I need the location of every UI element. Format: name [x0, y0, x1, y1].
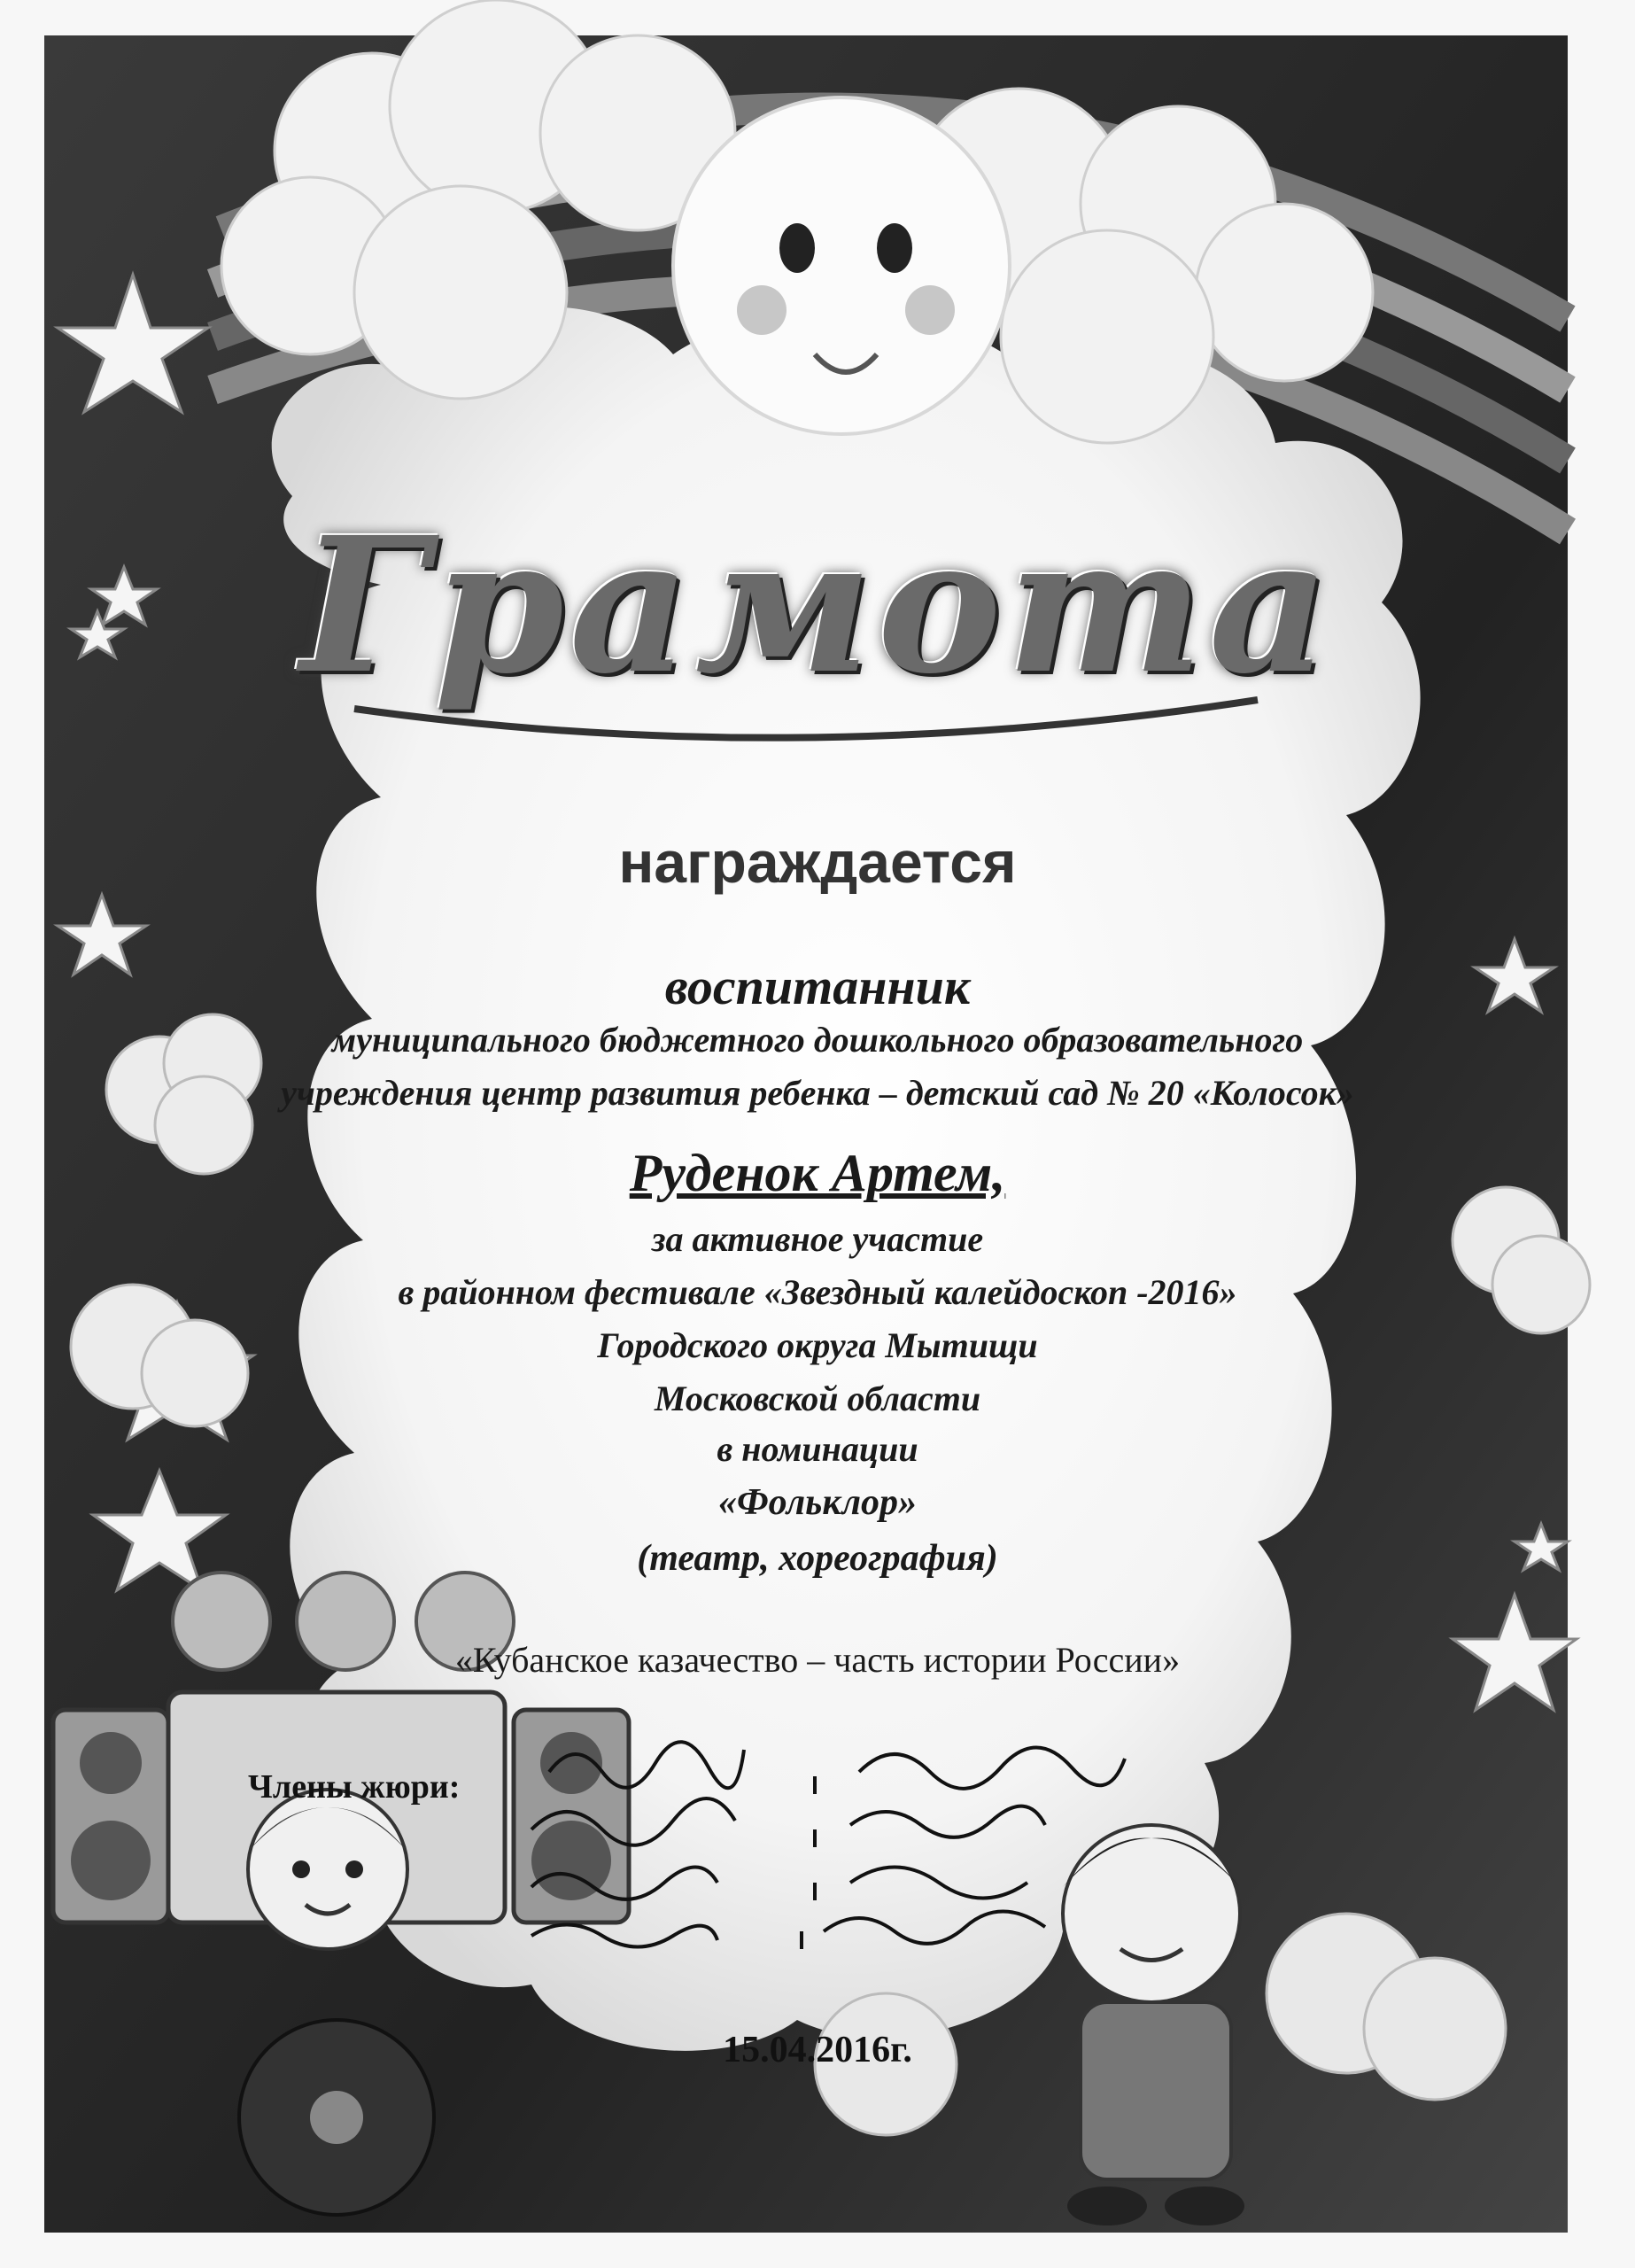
- certificate-title: Грамота: [300, 496, 1335, 715]
- institution-line-1: муниципального бюджетного дошкольного образовательного: [331, 1020, 1304, 1060]
- program-title: «Кубанское казачество – часть истории России»: [454, 1640, 1181, 1680]
- recipient-role: воспитанник: [664, 958, 971, 1015]
- certificate-date: 15.04.2016г.: [723, 2030, 912, 2070]
- sun-face: [673, 97, 1010, 434]
- reason-line-2: в районном фестивале «Звездный калейдоскоп -2016»: [398, 1272, 1237, 1312]
- nomination-detail: (театр, хореография): [637, 1538, 998, 1579]
- institution-line-2: учреждения центр развития ребенка – детский сад № 20 «Колосок»: [281, 1073, 1354, 1113]
- recipient-name: Руденок Артем,: [629, 1144, 1006, 1202]
- reason-line-1: за активное участие: [651, 1219, 984, 1259]
- reason-line-4: Московской области: [654, 1379, 981, 1418]
- jury-label: Члены жюри:: [248, 1768, 461, 1806]
- nomination: «Фольклор»: [717, 1482, 918, 1523]
- awarded-heading: награждается: [618, 829, 1017, 895]
- reason-line-3: Городского округа Мытищи: [597, 1325, 1038, 1365]
- reason-line-5: в номинации: [717, 1429, 918, 1469]
